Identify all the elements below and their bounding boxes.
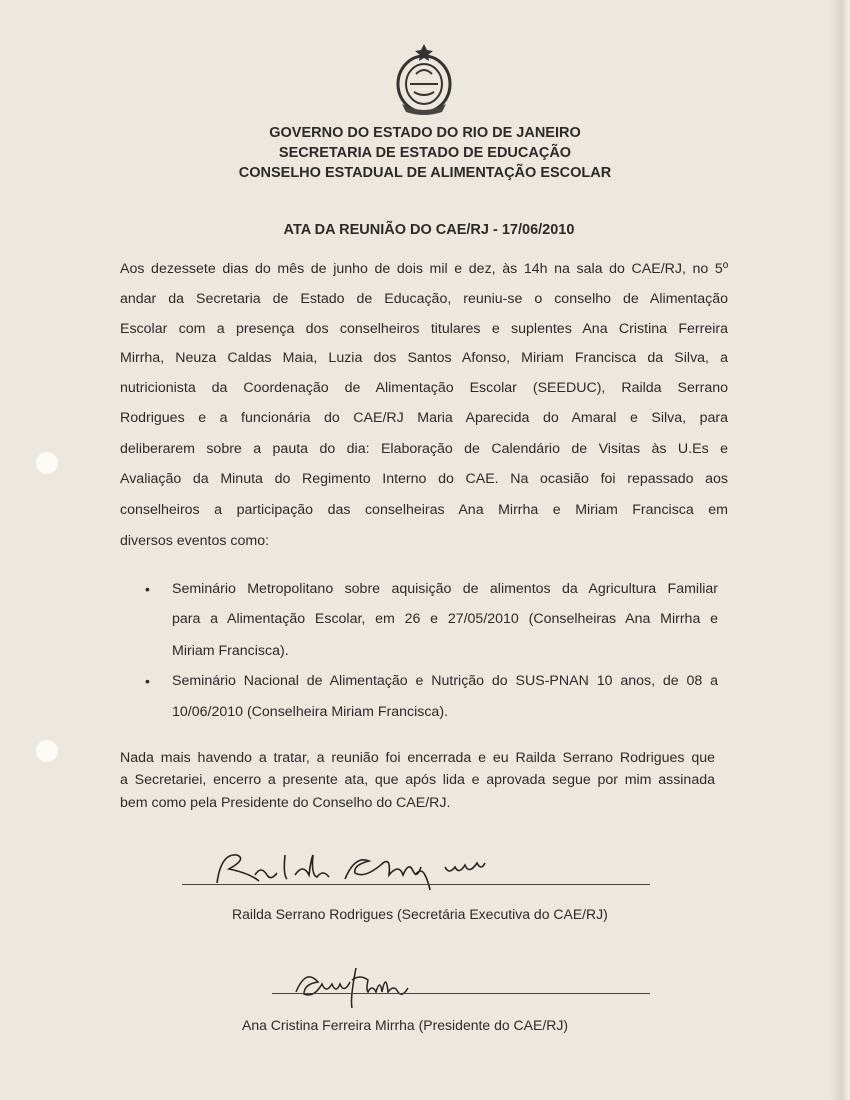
signature-caption: Railda Serrano Rodrigues (Secretária Executiva do CAE/RJ) [232,906,608,922]
bullet-line: 10/06/2010 (Conselheira Miriam Francisca). [172,704,448,720]
header-secretariat: SECRETARIA DE ESTADO DE EDUCAÇÃO [278,145,572,161]
body-line: deliberarem sobre a pauta do dia: Elaboração de Calendário de Visitas às U.Es e [120,441,728,457]
body-line: Aos dezessete dias do mês de junho de dois mil e dez, às 14h na sala do CAE/RJ, no 5º [120,261,728,277]
signature-ana [290,958,450,1018]
signature-line [272,993,650,994]
header-council: CONSELHO ESTADUAL DE ALIMENTAÇÃO ESCOLAR [238,165,612,181]
bullet-line: Miriam Francisca). [172,643,289,659]
punch-hole [36,452,58,474]
body-line: Rodrigues e a funcionária do CAE/RJ Maria Aparecida do Amaral e Silva, para [120,410,728,426]
body-line: Mirrha, Neuza Caldas Maia, Luzia dos Santos Afonso, Miriam Francisca da Silva, a [120,350,728,366]
bullet-icon: • [145,673,150,689]
closing-line: Nada mais havendo a tratar, a reunião foi encerrada e eu Railda Serrano Rodrigues que [120,750,715,766]
body-line: nutricionista da Coordenação de Alimentação Escolar (SEEDUC), Railda Serrano [120,380,728,396]
state-coat-of-arms-seal [388,42,460,118]
closing-line: bem como pela Presidente do Conselho do CAE/RJ. [120,795,451,811]
body-line: Avaliação da Minuta do Regimento Interno do CAE. Na ocasião foi repassado aos [120,471,728,487]
bullet-icon: • [145,581,150,597]
bullet-line: para a Alimentação Escolar, em 26 e 27/05/2010 (Conselheiras Ana Mirrha e [172,611,718,627]
signature-line [182,884,650,885]
punch-hole [36,740,58,762]
header-government: GOVERNO DO ESTADO DO RIO DE JANEIRO [269,125,581,141]
bullet-line: Seminário Metropolitano sobre aquisição de alimentos da Agricultura Familiar [172,581,718,597]
bullet-line: Seminário Nacional de Alimentação e Nutrição do SUS-PNAN 10 anos, de 08 a [172,673,718,689]
body-line: diversos eventos como: [120,533,270,549]
signature-caption: Ana Cristina Ferreira Mirrha (Presidente do CAE/RJ) [242,1017,568,1033]
body-line: Escolar com a presença dos conselheiros titulares e suplentes Ana Cristina Ferreira [120,321,728,337]
body-line: andar da Secretaria de Estado de Educação, reuniu-se o conselho de Alimentação [120,291,728,307]
document-title: ATA DA REUNIÃO DO CAE/RJ - 17/06/2010 [283,222,575,238]
closing-line: a Secretariei, encerro a presente ata, que após lida e aprovada segue por mim assinada [120,772,715,788]
body-line: conselheiros a participação das conselheiras Ana Mirrha e Miriam Francisca em [120,502,728,518]
